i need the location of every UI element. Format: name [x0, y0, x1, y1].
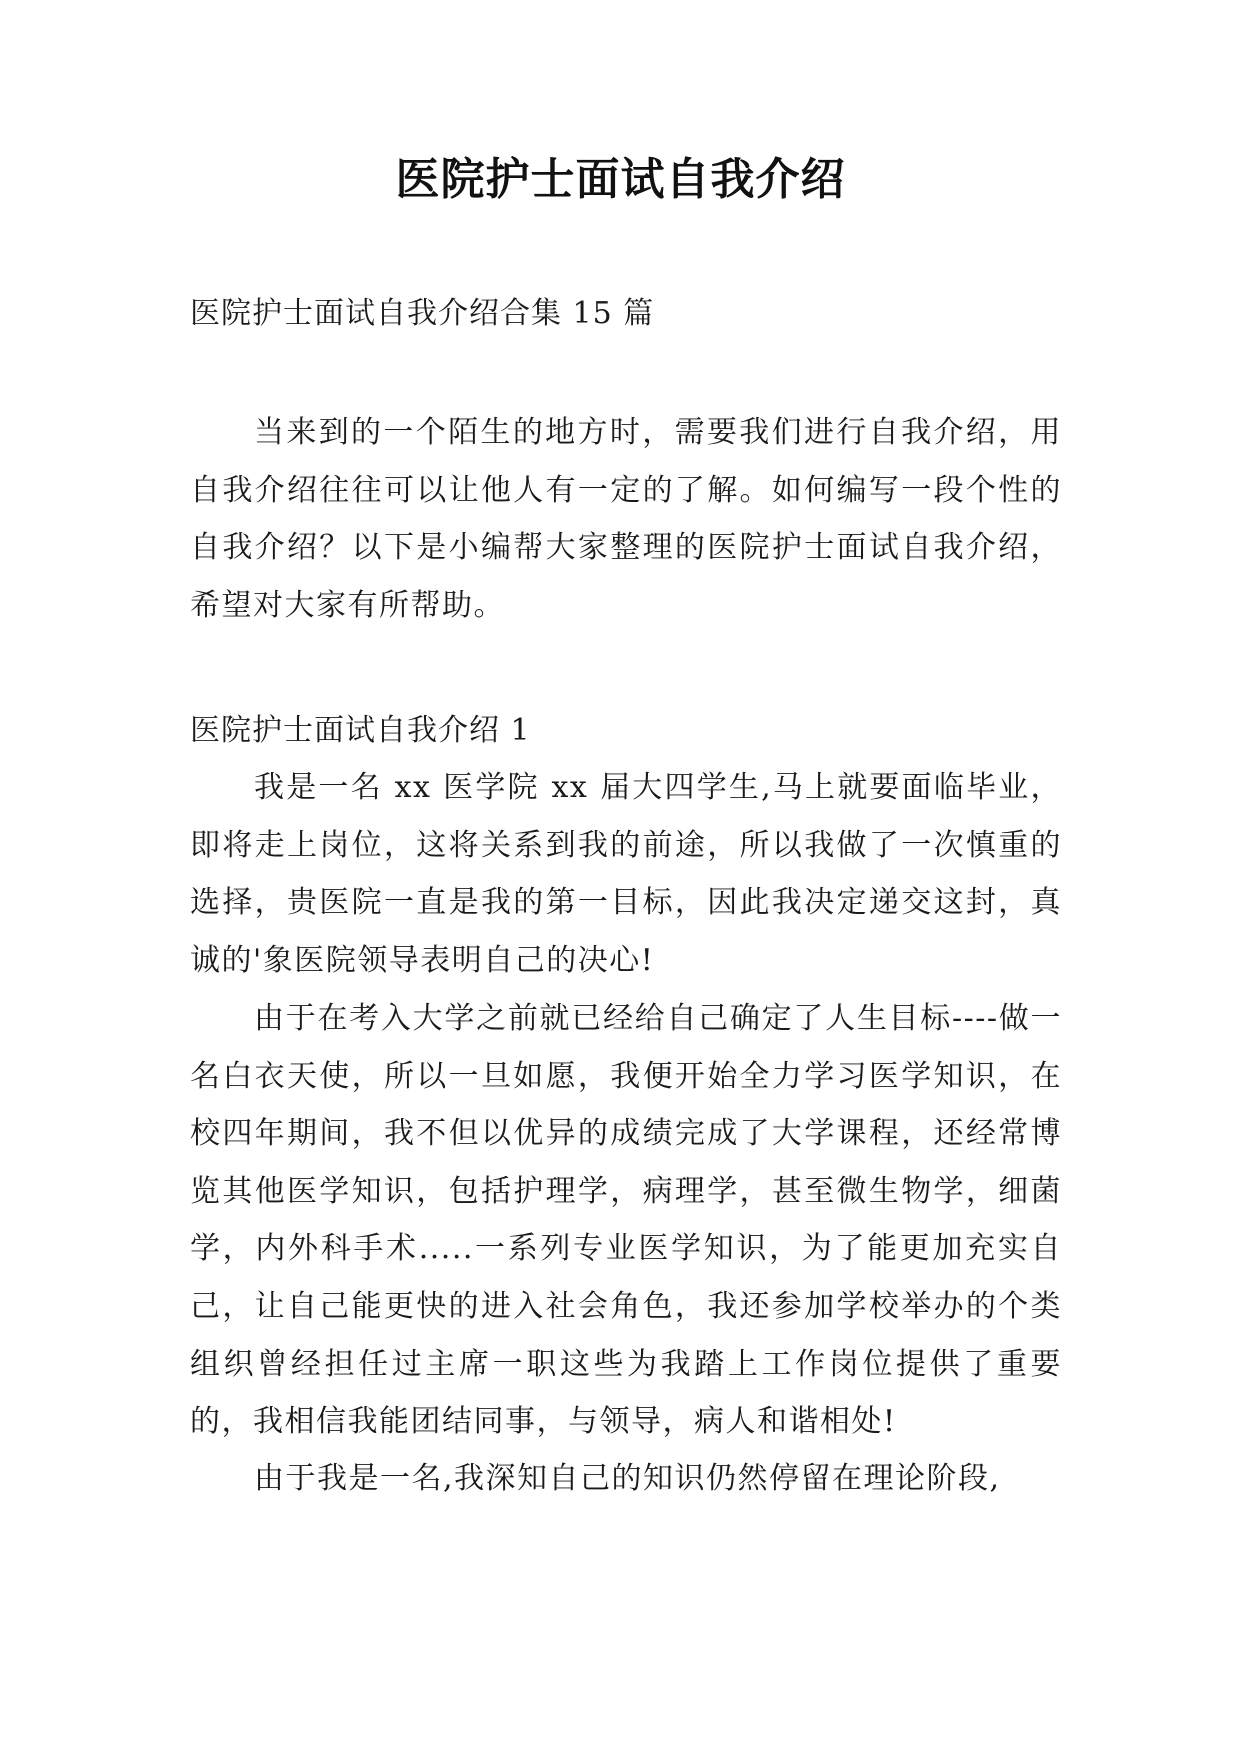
body-paragraph: 我是一名 xx 医学院 xx 届大四学生,马上就要面临毕业，即将走上岗位，这将关系到我的前途，所以我做了一次慎重的选择，贵医院一直是我的第一目标，因此我决定递交这封，真诚的'象医院领导表明自己的决心!: [190, 770, 1062, 978]
body-paragraph: 由于我是一名,我深知自己的知识仍然停留在理论阶段,: [254, 1461, 1001, 1496]
intro-paragraph: 当来到的一个陌生的地方时，需要我们进行自我介绍，用自我介绍往往可以让他人有一定的了解。如何编写一段个性的自我介绍？以下是小编帮大家整理的医院护士面试自我介绍，希望对大家有所帮助。: [190, 415, 1062, 623]
document-title: 医院护士面试自我介绍: [395, 154, 846, 205]
document-subtitle: 医院护士面试自我介绍合集 15 篇: [190, 296, 655, 331]
section-heading: 医院护士面试自我介绍 1: [190, 713, 531, 748]
body-paragraph: 由于在考入大学之前就已经给自己确定了人生目标----做一名白衣天使，所以一旦如愿，我便开始全力学习医学知识，在校四年期间，我不但以优异的成绩完成了大学课程，还经常博览其他医学知识，包括护理学，病理学，甚至微生物学，细菌学，内外科手术.....一系列专业医学知识，为了能更加充实自己，让自己能更快的进入社会角色，我还参加学校举办的个类组织曾经担任过主席一职这些为我踏上工作岗位提供了重要的，我相信我能团结同事，与领导，病人和谐相处!: [190, 1001, 1062, 1440]
